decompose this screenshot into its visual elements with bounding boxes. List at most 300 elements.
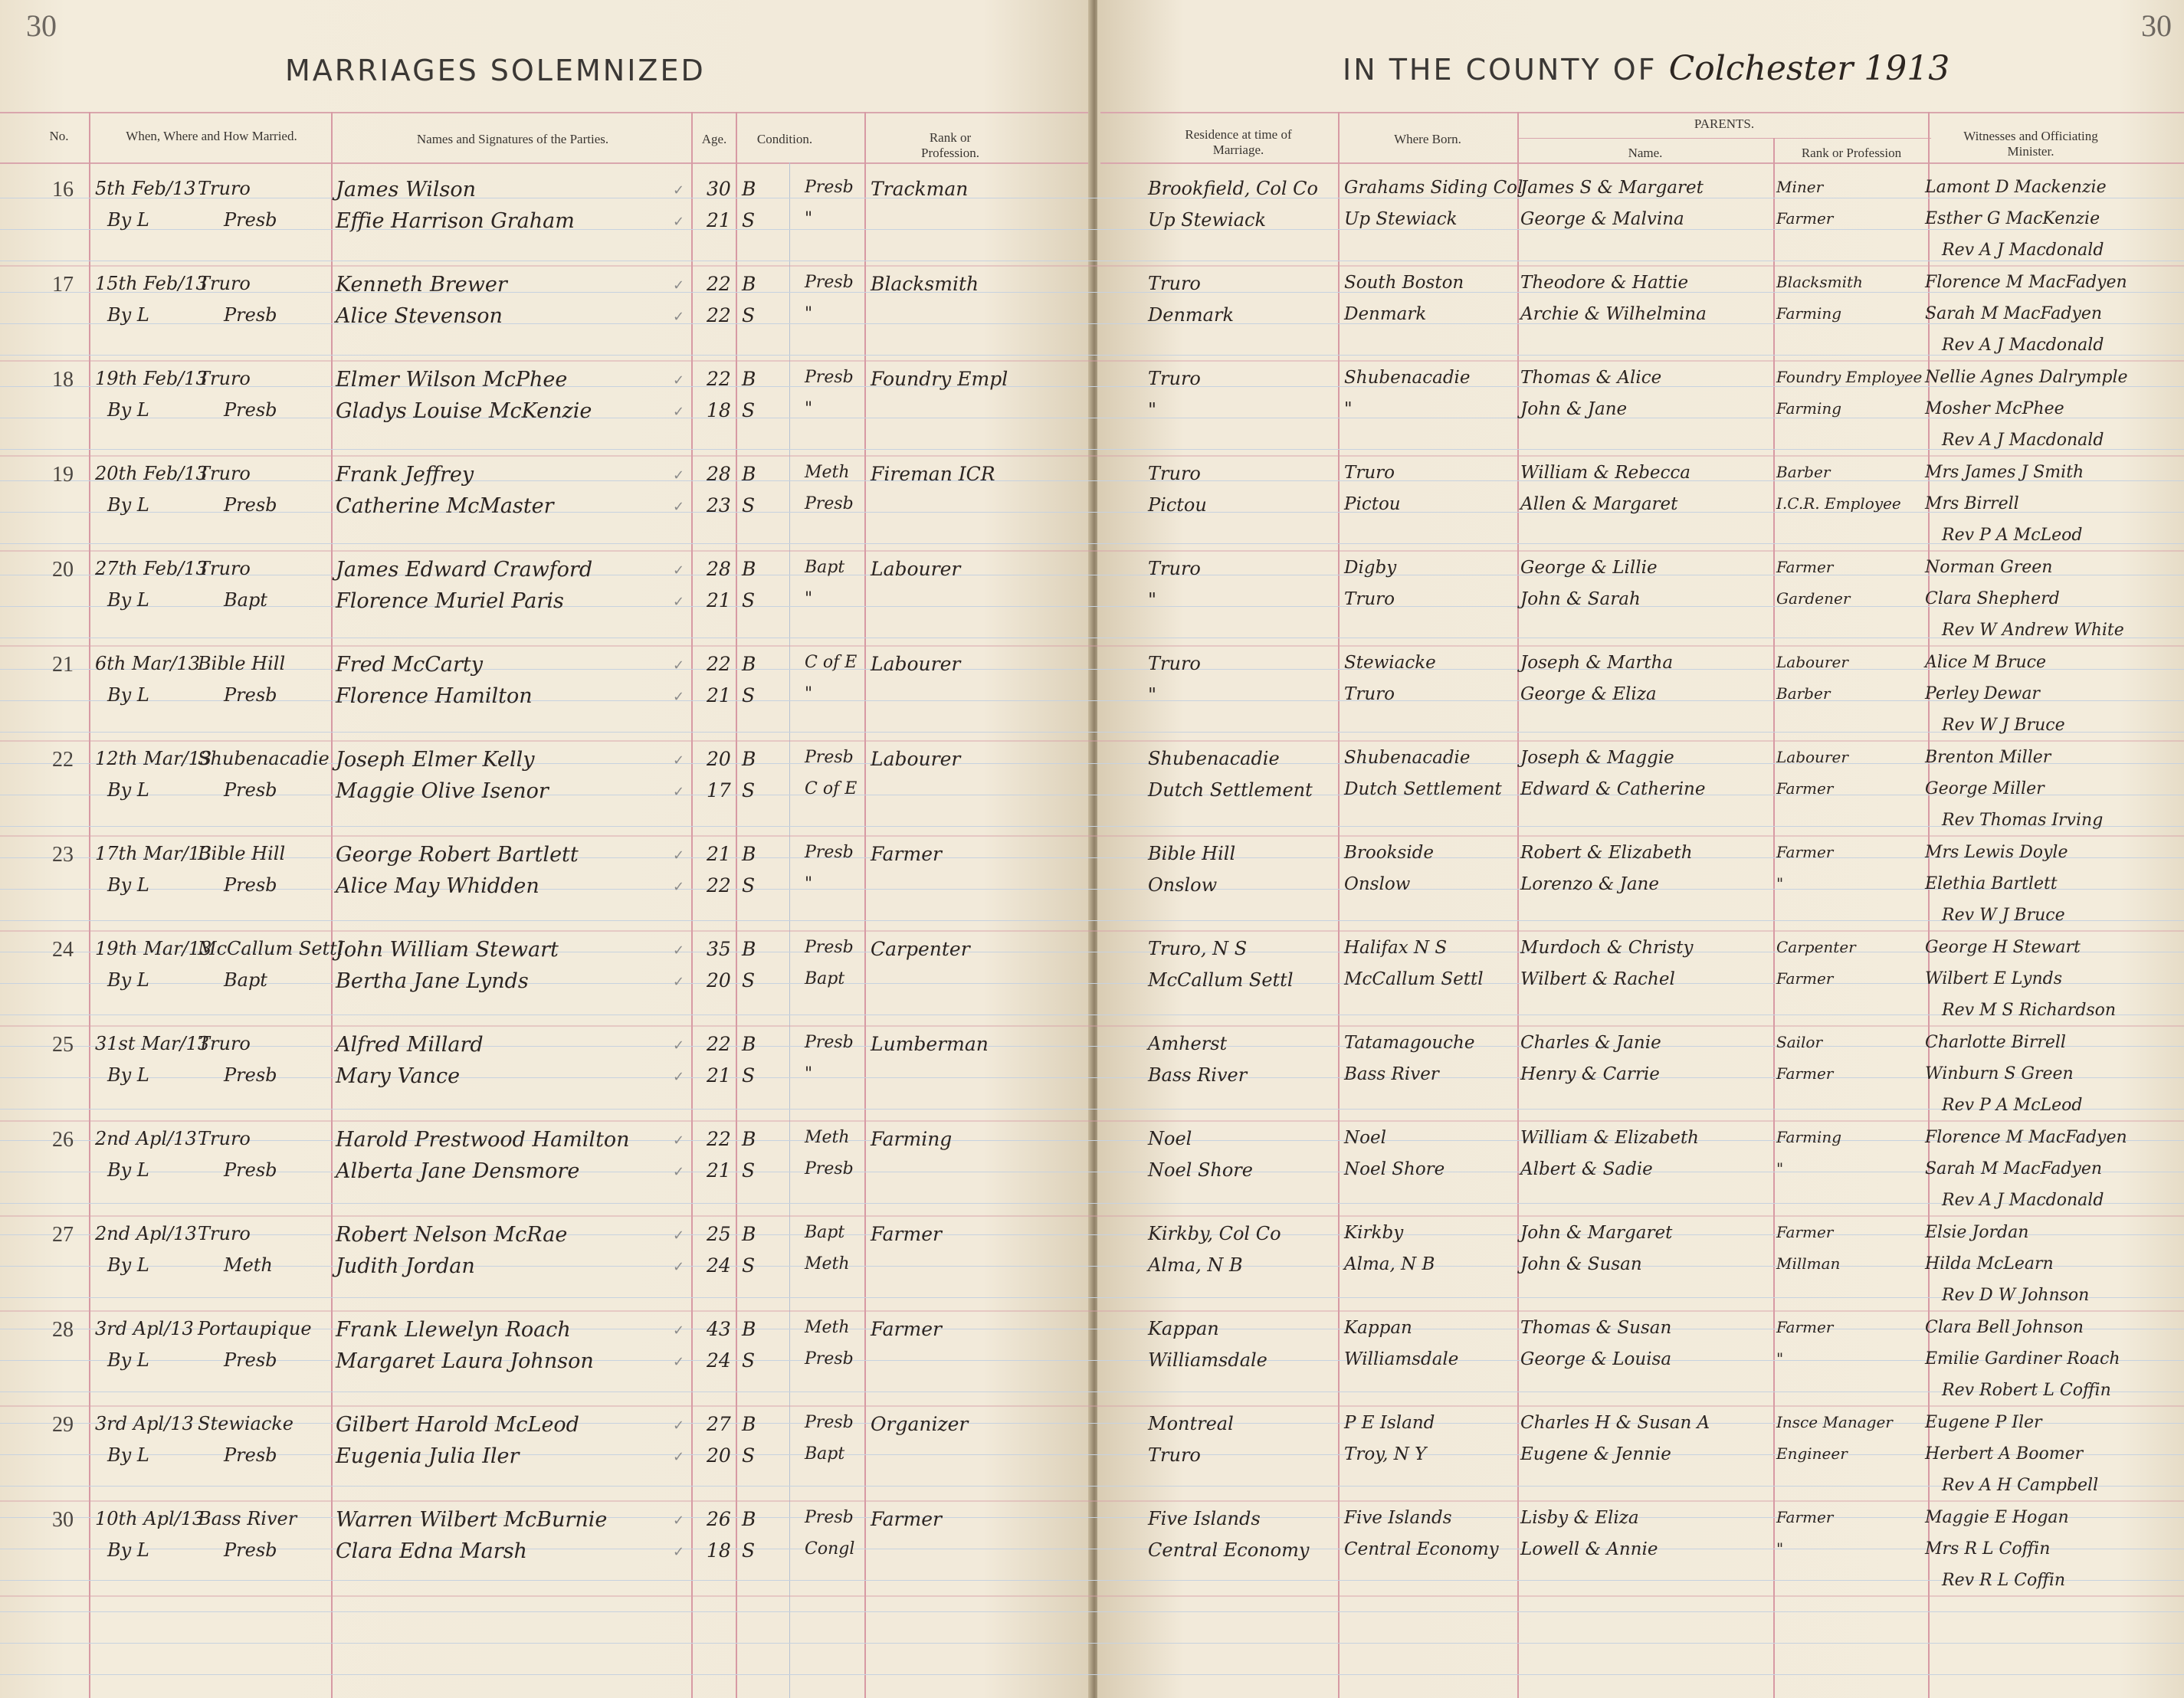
- witness: Norman Green: [1925, 558, 2053, 577]
- header-residence: Residence at time of Marriage.: [1185, 127, 1292, 157]
- witness: Nellie Agnes Dalrymple: [1925, 368, 2128, 387]
- groom-birthplace: Kappan: [1344, 1318, 1412, 1338]
- groom-residence: Kappan: [1148, 1318, 1219, 1339]
- witness: Sarah M MacFadyen: [1925, 1159, 2103, 1178]
- bride-parents: Henry & Carrie: [1520, 1064, 1660, 1084]
- groom-residence: Truro: [1148, 558, 1201, 579]
- bride-birthplace: Troy, N Y: [1344, 1444, 1427, 1464]
- bride-parents-rank: Barber: [1776, 684, 1831, 703]
- witness: Mrs R L Coffin: [1925, 1539, 2051, 1559]
- bride-religion: ": [805, 304, 813, 323]
- bride-religion: Presb: [805, 1349, 854, 1369]
- ruled-line: [0, 1203, 2184, 1204]
- groom-age: 35: [707, 938, 731, 960]
- bride-residence: Bass River: [1148, 1064, 1248, 1086]
- groom-condition: B: [742, 558, 756, 580]
- marriage-how: By L: [107, 399, 149, 421]
- header-no: No.: [49, 129, 69, 143]
- header-condition: Condition.: [756, 132, 813, 146]
- bride-age: 21: [707, 1064, 731, 1087]
- col-divider-condition: [864, 112, 866, 1698]
- bride-name: Mary Vance: [336, 1064, 461, 1088]
- groom-profession: Labourer: [871, 748, 961, 770]
- bride-age: 20: [707, 1444, 731, 1467]
- officiating-minister: Rev A J Macdonald: [1942, 431, 2104, 450]
- record-separator: [0, 930, 2184, 932]
- groom-profession: Farmer: [871, 843, 942, 865]
- groom-birthplace: Tatamagouche: [1344, 1033, 1475, 1053]
- groom-residence: Truro: [1148, 463, 1201, 484]
- record-number: 28: [52, 1318, 74, 1342]
- groom-name: Joseph Elmer Kelly: [336, 748, 535, 772]
- bride-religion: Presb: [805, 494, 854, 513]
- bride-condition: S: [742, 1159, 756, 1182]
- groom-residence: Shubenacadie: [1148, 748, 1280, 769]
- groom-residence: Truro: [1148, 273, 1201, 294]
- marriage-place: Truro: [198, 1033, 251, 1054]
- ruled-line: [0, 732, 2184, 733]
- bride-age: 24: [707, 1254, 731, 1277]
- header-names: Names and Signatures of the Parties.: [416, 132, 609, 146]
- groom-age: 22: [707, 1033, 731, 1055]
- groom-residence: Kirkby, Col Co: [1148, 1223, 1281, 1244]
- check-mark: ✓: [673, 784, 685, 800]
- bride-parents-rank: Farmer: [1776, 779, 1834, 798]
- bride-religion: ": [805, 209, 813, 228]
- groom-age: 27: [707, 1413, 731, 1435]
- record-separator: [0, 1405, 2184, 1407]
- bride-parents-rank: Farming: [1776, 304, 1842, 323]
- witness: Florence M MacFadyen: [1925, 1128, 2127, 1147]
- bride-parents-rank: Farmer: [1776, 209, 1834, 228]
- bride-condition: S: [742, 209, 756, 231]
- bride-birthplace: Truro: [1344, 684, 1395, 704]
- groom-profession: Foundry Empl: [871, 368, 1008, 390]
- bride-name: Alice May Whidden: [336, 874, 539, 898]
- groom-parents-rank: Farming: [1776, 1128, 1842, 1146]
- record-separator: [0, 740, 2184, 742]
- bride-name: Clara Edna Marsh: [336, 1539, 527, 1563]
- groom-profession: Blacksmith: [871, 273, 979, 295]
- marriage-denomination: Presb: [224, 494, 277, 516]
- groom-profession: Fireman ICR: [871, 463, 995, 485]
- witness: Eugene P Iler: [1925, 1413, 2042, 1432]
- marriage-place: Truro: [198, 178, 251, 199]
- bride-birthplace: Noel Shore: [1344, 1159, 1445, 1179]
- witness: Hilda McLearn: [1925, 1254, 2054, 1274]
- witness: Brenton Miller: [1925, 748, 2051, 767]
- marriage-denomination: Presb: [224, 1064, 277, 1086]
- bride-parents: Albert & Sadie: [1520, 1159, 1653, 1179]
- groom-age: 22: [707, 273, 731, 295]
- bride-age: 18: [707, 399, 731, 421]
- groom-name: James Edward Crawford: [336, 558, 593, 582]
- check-mark: ✓: [673, 1513, 685, 1529]
- check-mark: ✓: [673, 182, 685, 198]
- groom-name: Fred McCarty: [336, 653, 484, 677]
- check-mark: ✓: [673, 1069, 685, 1085]
- check-mark: ✓: [673, 657, 685, 674]
- ruled-line: [0, 1140, 2184, 1141]
- ruled-line: [0, 669, 2184, 670]
- bride-condition: S: [742, 684, 756, 706]
- check-mark: ✓: [673, 594, 685, 610]
- ruled-line: [0, 1486, 2184, 1487]
- bride-name: Margaret Laura Johnson: [336, 1349, 594, 1373]
- witness: Esther G MacKenzie: [1925, 209, 2100, 228]
- groom-name: Alfred Millard: [336, 1033, 484, 1057]
- groom-condition: B: [742, 843, 756, 865]
- groom-religion: Bapt: [805, 558, 845, 577]
- bride-parents: Wilbert & Rachel: [1520, 969, 1675, 989]
- bride-religion: C of E: [805, 779, 858, 798]
- marriage-date: 10th Apl/13: [95, 1508, 205, 1529]
- marriage-denomination: Presb: [224, 1539, 277, 1561]
- witness: Sarah M MacFadyen: [1925, 304, 2103, 323]
- bride-parents-rank: Farmer: [1776, 969, 1834, 988]
- bride-parents-rank: I.C.R. Employee: [1776, 494, 1901, 513]
- groom-profession: Farming: [871, 1128, 953, 1150]
- ruled-line: [0, 449, 2184, 450]
- bride-birthplace: Dutch Settlement: [1344, 779, 1502, 799]
- check-mark: ✓: [673, 1449, 685, 1465]
- col-divider-parent-name: [1773, 138, 1775, 1698]
- bride-name: Judith Jordan: [336, 1254, 475, 1278]
- header-parent-name: Name.: [1628, 146, 1663, 160]
- bride-residence: McCallum Settl: [1148, 969, 1294, 991]
- witness: Elsie Jordan: [1925, 1223, 2029, 1242]
- check-mark: ✓: [673, 467, 685, 484]
- groom-religion: Presb: [805, 938, 854, 957]
- witness: Elethia Bartlett: [1925, 874, 2058, 893]
- bride-parents-rank: Farming: [1776, 399, 1842, 418]
- ruled-line: [0, 1234, 2184, 1235]
- bride-religion: ": [805, 684, 813, 703]
- ruled-line: [0, 700, 2184, 701]
- groom-age: 25: [707, 1223, 731, 1245]
- groom-religion: Meth: [805, 1318, 850, 1337]
- marriage-place: Bible Hill: [198, 843, 286, 864]
- check-mark: ✓: [673, 879, 685, 895]
- groom-parents: Thomas & Alice: [1520, 368, 1662, 388]
- marriage-date: 27th Feb/13: [95, 558, 208, 579]
- groom-parents-rank: Carpenter: [1776, 938, 1856, 956]
- groom-name: Frank Jeffrey: [336, 463, 474, 487]
- marriage-denomination: Presb: [224, 874, 277, 896]
- ruled-line: [0, 1454, 2184, 1455]
- ruled-line: [0, 1674, 2184, 1675]
- officiating-minister: Rev A J Macdonald: [1942, 336, 2104, 355]
- bride-residence: Williamsdale: [1148, 1349, 1267, 1371]
- marriage-how: By L: [107, 684, 149, 706]
- check-mark: ✓: [673, 974, 685, 990]
- groom-profession: Carpenter: [871, 938, 970, 960]
- groom-profession: Farmer: [871, 1318, 942, 1340]
- marriage-date: 5th Feb/13: [95, 178, 196, 199]
- marriage-date: 31st Mar/13: [95, 1033, 210, 1054]
- marriage-date: 19th Feb/13: [95, 368, 208, 389]
- marriage-place: Truro: [198, 1223, 251, 1244]
- groom-parents: James S & Margaret: [1520, 178, 1704, 198]
- bride-birthplace: Denmark: [1344, 304, 1427, 324]
- groom-religion: Presb: [805, 1413, 854, 1432]
- officiating-minister: Rev A H Campbell: [1942, 1476, 2099, 1495]
- ruled-line: [0, 889, 2184, 890]
- record-number: 20: [52, 558, 74, 582]
- marriage-place: Bass River: [198, 1508, 297, 1529]
- marriage-how: By L: [107, 589, 149, 611]
- right-page-title: [1343, 49, 1950, 88]
- witness: Perley Dewar: [1925, 684, 2040, 703]
- groom-parents: Thomas & Susan: [1520, 1318, 1672, 1338]
- bride-parents: John & Jane: [1520, 399, 1628, 419]
- groom-parents-rank: Farmer: [1776, 1223, 1834, 1241]
- record-number: 26: [52, 1128, 74, 1152]
- ruled-line: [0, 1266, 2184, 1267]
- groom-name: Elmer Wilson McPhee: [336, 368, 568, 392]
- groom-parents: Joseph & Maggie: [1520, 748, 1674, 768]
- bride-age: 22: [707, 304, 731, 326]
- bride-parents-rank: Gardener: [1776, 589, 1851, 608]
- groom-profession: Trackman: [871, 178, 969, 200]
- witness: Winburn S Green: [1925, 1064, 2074, 1083]
- record-separator: [0, 835, 2184, 837]
- groom-religion: Meth: [805, 1128, 850, 1147]
- marriage-place: Truro: [198, 463, 251, 484]
- bride-condition: S: [742, 969, 756, 992]
- groom-parents-rank: Insce Manager: [1776, 1413, 1893, 1431]
- groom-birthplace: Shubenacadie: [1344, 748, 1471, 768]
- marriage-denomination: Presb: [224, 1444, 277, 1466]
- groom-religion: Presb: [805, 748, 854, 767]
- marriage-place: Truro: [198, 1128, 251, 1149]
- bride-age: 21: [707, 209, 731, 231]
- witness: Alice M Bruce: [1925, 653, 2047, 672]
- col-divider-born: [1517, 112, 1519, 1698]
- groom-parents-rank: Farmer: [1776, 1318, 1834, 1336]
- groom-age: 26: [707, 1508, 731, 1530]
- marriage-date: 6th Mar/13: [95, 653, 200, 674]
- groom-name: Warren Wilbert McBurnie: [336, 1508, 608, 1532]
- bride-parents-rank: ": [1776, 1159, 1784, 1178]
- header-when: When, Where and How Married.: [126, 129, 297, 143]
- groom-condition: B: [742, 463, 756, 485]
- officiating-minister: Rev A J Macdonald: [1942, 241, 2104, 260]
- bride-parents: George & Eliza: [1520, 684, 1657, 704]
- check-mark: ✓: [673, 1228, 685, 1244]
- marriage-place: McCallum Settl: [198, 938, 343, 959]
- officiating-minister: Rev W J Bruce: [1942, 906, 2065, 925]
- officiating-minister: Rev W Andrew White: [1942, 621, 2124, 640]
- record-separator: [0, 550, 2184, 552]
- bride-religion: ": [805, 1064, 813, 1083]
- groom-birthplace: Noel: [1344, 1128, 1386, 1148]
- groom-parents-rank: Farmer: [1776, 558, 1834, 576]
- groom-profession: Farmer: [871, 1508, 942, 1530]
- col-divider-names: [691, 112, 693, 1698]
- bride-birthplace: Up Stewiack: [1344, 209, 1458, 229]
- bride-condition: S: [742, 304, 756, 326]
- marriage-how: By L: [107, 874, 149, 896]
- groom-condition: B: [742, 1128, 756, 1150]
- groom-birthplace: Stewiacke: [1344, 653, 1436, 673]
- bride-parents: John & Susan: [1520, 1254, 1642, 1274]
- groom-residence: Bible Hill: [1148, 843, 1236, 864]
- marriage-how: By L: [107, 494, 149, 516]
- marriage-denomination: Bapt: [224, 589, 267, 611]
- marriage-how: By L: [107, 969, 149, 991]
- bride-parents-rank: Millman: [1776, 1254, 1841, 1273]
- bride-condition: S: [742, 494, 756, 516]
- check-mark: ✓: [673, 309, 685, 325]
- header-age: Age.: [701, 132, 727, 146]
- groom-age: 20: [707, 748, 731, 770]
- groom-birthplace: Shubenacadie: [1344, 368, 1471, 388]
- groom-condition: B: [742, 178, 756, 200]
- groom-parents: William & Elizabeth: [1520, 1128, 1699, 1148]
- bride-condition: S: [742, 1539, 756, 1562]
- bride-name: Catherine McMaster: [336, 494, 554, 518]
- bride-religion: Bapt: [805, 969, 845, 988]
- col-divider-no: [89, 112, 90, 1698]
- officiating-minister: Rev W J Bruce: [1942, 716, 2065, 735]
- marriage-denomination: Presb: [224, 399, 277, 421]
- bride-parents: Eugene & Jennie: [1520, 1444, 1671, 1464]
- groom-birthplace: Digby: [1344, 558, 1397, 578]
- bride-birthplace: Onslow: [1344, 874, 1411, 894]
- groom-residence: Truro: [1148, 653, 1201, 674]
- groom-parents-rank: Labourer: [1776, 653, 1848, 671]
- marriage-denomination: Presb: [224, 684, 277, 706]
- groom-parents-rank: Blacksmith: [1776, 273, 1863, 291]
- groom-condition: B: [742, 1223, 756, 1245]
- bride-residence: Onslow: [1148, 874, 1218, 896]
- marriage-denomination: Bapt: [224, 969, 267, 991]
- groom-parents-rank: Foundry Employee: [1776, 368, 1923, 386]
- officiating-minister: Rev M S Richardson: [1942, 1001, 2117, 1020]
- record-separator: [0, 1310, 2184, 1312]
- bride-parents: George & Louisa: [1520, 1349, 1672, 1369]
- groom-parents-rank: Labourer: [1776, 748, 1848, 766]
- ruled-line: [0, 1611, 2184, 1612]
- groom-religion: C of E: [805, 653, 858, 672]
- check-mark: ✓: [673, 1544, 685, 1560]
- bride-parents: Lowell & Annie: [1520, 1539, 1658, 1559]
- marriage-how: By L: [107, 1064, 149, 1086]
- ruled-line: [0, 292, 2184, 293]
- groom-condition: B: [742, 748, 756, 770]
- groom-parents-rank: Farmer: [1776, 1508, 1834, 1526]
- header-parent-rank: Rank or Profession: [1801, 146, 1902, 160]
- groom-name: Robert Nelson McRae: [336, 1223, 568, 1247]
- ruled-line: [0, 857, 2184, 858]
- bride-religion: ": [805, 874, 813, 893]
- bride-birthplace: Bass River: [1344, 1064, 1439, 1084]
- marriage-place: Truro: [198, 273, 251, 294]
- groom-residence: Truro, N S: [1148, 938, 1248, 959]
- groom-parents-rank: Barber: [1776, 463, 1831, 481]
- witness: Mrs Birrell: [1925, 494, 2019, 513]
- groom-name: John William Stewart: [336, 938, 559, 962]
- bride-parents-rank: Engineer: [1776, 1444, 1848, 1463]
- record-number: 19: [52, 463, 74, 487]
- groom-parents: Robert & Elizabeth: [1520, 843, 1693, 863]
- groom-religion: Presb: [805, 843, 854, 862]
- witness: Mosher McPhee: [1925, 399, 2064, 418]
- bride-name: Bertha Jane Lynds: [336, 969, 529, 993]
- bride-condition: S: [742, 1064, 756, 1087]
- witness: Mrs Lewis Doyle: [1925, 843, 2068, 862]
- marriage-date: 12th Mar/13: [95, 748, 212, 769]
- bride-parents: Archie & Wilhelmina: [1520, 304, 1707, 324]
- check-mark: ✓: [673, 372, 685, 388]
- bride-residence: Noel Shore: [1148, 1159, 1253, 1181]
- bride-parents-rank: ": [1776, 874, 1784, 893]
- record-number: 24: [52, 938, 74, 962]
- groom-residence: Montreal: [1148, 1413, 1234, 1434]
- groom-residence: Noel: [1148, 1128, 1192, 1149]
- groom-parents: Murdoch & Christy: [1520, 938, 1694, 958]
- header-top-rule-right: [1100, 112, 2184, 113]
- bride-religion: Congl: [805, 1539, 855, 1559]
- groom-parents-rank: Miner: [1776, 178, 1824, 196]
- check-mark: ✓: [673, 404, 685, 420]
- record-separator: [0, 455, 2184, 457]
- bride-birthplace: Truro: [1344, 589, 1395, 609]
- groom-age: 28: [707, 558, 731, 580]
- marriage-how: By L: [107, 779, 149, 801]
- record-number: 21: [52, 653, 74, 677]
- bride-birthplace: ": [1344, 399, 1353, 419]
- bride-age: 17: [707, 779, 731, 801]
- groom-condition: B: [742, 273, 756, 295]
- groom-age: 22: [707, 653, 731, 675]
- groom-parents-rank: Farmer: [1776, 843, 1834, 861]
- groom-profession: Farmer: [871, 1223, 942, 1245]
- bride-parents: Lorenzo & Jane: [1520, 874, 1659, 894]
- marriage-date: 2nd Apl/13: [95, 1223, 197, 1244]
- header-bottom-rule-right: [1100, 162, 2184, 164]
- groom-religion: Meth: [805, 463, 850, 482]
- marriage-denomination: Presb: [224, 1349, 277, 1371]
- groom-religion: Presb: [805, 273, 854, 292]
- marriage-how: By L: [107, 304, 149, 326]
- bride-name: Florence Muriel Paris: [336, 589, 564, 613]
- groom-name: Gilbert Harold McLeod: [336, 1413, 579, 1437]
- ruled-line: [0, 229, 2184, 230]
- marriage-date: 15th Feb/13: [95, 273, 208, 294]
- groom-residence: Five Islands: [1148, 1508, 1261, 1529]
- bride-parents: Edward & Catherine: [1520, 779, 1706, 799]
- record-separator: [0, 645, 2184, 647]
- witness: Florence M MacFadyen: [1925, 273, 2127, 292]
- bride-religion: Meth: [805, 1254, 850, 1274]
- bride-age: 21: [707, 1159, 731, 1182]
- ruled-line: [0, 606, 2184, 607]
- record-separator: [0, 1120, 2184, 1122]
- marriage-place: Shubenacadie: [198, 748, 330, 769]
- record-number: 17: [52, 273, 74, 297]
- bride-residence: Alma, N B: [1148, 1254, 1243, 1276]
- marriage-how: By L: [107, 209, 149, 231]
- check-mark: ✓: [673, 1354, 685, 1370]
- parents-subrule: [1517, 138, 1931, 139]
- check-mark: ✓: [673, 752, 685, 769]
- ruled-line: [0, 543, 2184, 544]
- witness: Clara Shepherd: [1925, 589, 2060, 608]
- marriage-date: 3rd Apl/13: [95, 1318, 194, 1339]
- bride-age: 20: [707, 969, 731, 992]
